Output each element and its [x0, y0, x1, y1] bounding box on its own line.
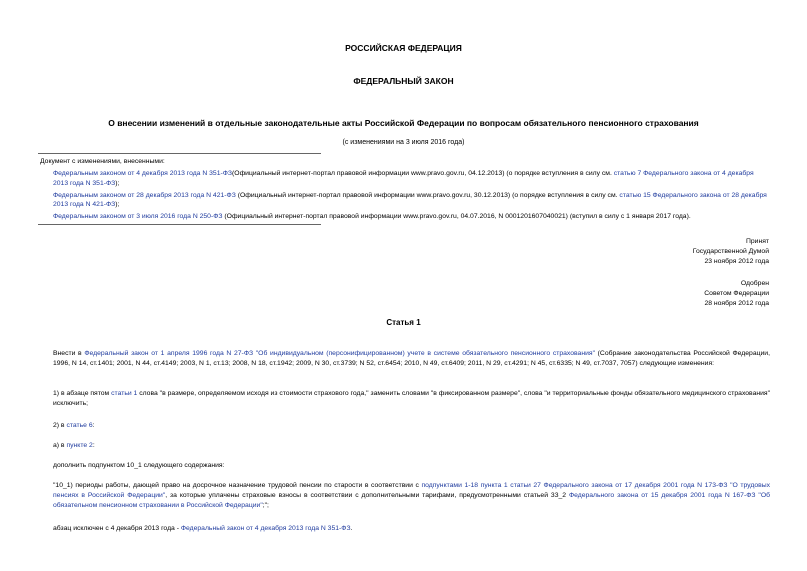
paragraph-text: ;";: [262, 502, 269, 509]
notes-top-divider: [38, 153, 321, 154]
paragraph-text: а) в: [53, 442, 67, 449]
entry-into-force-link[interactable]: статью 7 Федерального закона от 4 декабря 2013 года N 351-ФЗ: [53, 170, 754, 187]
article-paragraph-2: [40, 389, 770, 409]
notes-bottom-divider: [38, 224, 321, 225]
amendment-link[interactable]: Федеральным законом от 4 декабря 2013 года N 351-ФЗ: [53, 170, 233, 177]
edition-note: (с изменениями на 3 июля 2016 года): [342, 139, 465, 146]
paragraph-text: Внести в: [53, 350, 85, 357]
article-heading: Статья 1: [386, 318, 421, 327]
paragraph-text: "10_1) периоды работы, дающей право на досрочное назначение трудовой пенсии по старости в соответствии с: [53, 482, 422, 489]
note-tail: );: [115, 179, 120, 187]
article-link[interactable]: статье 6: [66, 422, 93, 429]
paragraph-text: слова "в размере, определяемом исходя из стоимости страхового года," заменить словами "в фиксированном размере", слова "и территориальные фонды обязательного медицинского страхования" исключить;: [53, 390, 771, 407]
note-text: (Официальный интернет-портал правовой информации www.pravo.gov.ru, 30.12.2013) (о порядке вступления в силу см.: [235, 191, 620, 199]
article-paragraph-1: [40, 349, 770, 369]
article-paragraph-5: [40, 461, 770, 471]
council-approval: [704, 279, 769, 309]
paragraph-text: :: [92, 422, 95, 429]
paragraph-text: , за которые уплачены страховые взносы в соответствии с дополнительными тарифами, предусмотренными статьей 33_2: [165, 492, 569, 499]
note-item: [40, 169, 770, 188]
article-link[interactable]: статьи 1: [111, 390, 138, 397]
paragraph-text: (Собрание законодательства Российской Федерации, 1996, N 14, ст.1401; 2001, N 44, ст.4149; 2003, N 1, ст.13; 2008, N 18, ст.1942; 2009, N 30, ст.3739; N 52, ст.6454; 2010, N 49, ст.6409; 2011, N 29, ст.4291; N 45, ст.6335; N 49, ст.7037, 7057) следующие изменения:: [53, 350, 770, 367]
paragraph-text: .: [350, 525, 353, 532]
note-item: [40, 191, 770, 210]
note-text: (Официальный интернет-портал правовой информации www.pravo.gov.ru, 04.12.2013) (о порядке вступления в силу см.: [232, 170, 614, 177]
note-text: (Официальный интернет-портал правовой информации www.pravo.gov.ru, 04.07.2016, N 0001201607040021) (вступил в силу с 1 января 2017 года).: [222, 213, 691, 220]
approval-line: Советом Федерации: [704, 290, 769, 297]
article-paragraph-4: [40, 441, 770, 451]
law-link[interactable]: подпунктами 1-18 пункта 1 статьи 27 Федерального закона от 17 декабря 2001 года N 173-ФЗ "О трудовых пенсиях в Российской Федерации": [53, 482, 770, 499]
article-paragraph-6: [40, 481, 770, 511]
acceptance-date: 23 ноября 2012 года: [704, 258, 769, 265]
document-title: О внесении изменений в отдельные законодательные акты Российской Федерации по вопросам обязательного пенсионного страхования: [108, 118, 699, 128]
paragraph-text: абзац исключен с 4 декабря 2013 года -: [53, 525, 181, 532]
law-link[interactable]: Федерального закона от 15 декабря 2001 года N 167-ФЗ "Об обязательном пенсионном страховании в Российской Федерации": [53, 492, 770, 509]
item-link[interactable]: пункте 2: [66, 442, 93, 449]
acceptance-line: Принят: [745, 238, 769, 245]
note-tail: );: [115, 201, 120, 208]
amendment-link[interactable]: Федеральным законом от 28 декабря 2013 года N 421-ФЗ: [53, 191, 236, 199]
amendment-link[interactable]: Федеральным законом от 3 июля 2016 года N 250-ФЗ: [53, 213, 223, 220]
doc-type-heading: ФЕДЕРАЛЬНЫЙ ЗАКОН: [353, 76, 454, 86]
paragraph-text: 1) в абзаце пятом: [53, 390, 112, 397]
article-paragraph-3: [40, 421, 770, 431]
article-paragraph-7: [40, 524, 770, 534]
note-item: [40, 212, 770, 222]
duma-acceptance: [693, 237, 769, 267]
notes-intro: Документ с изменениями, внесенными:: [40, 158, 165, 165]
country-heading: РОССИЙСКАЯ ФЕДЕРАЦИЯ: [345, 43, 462, 53]
law-link[interactable]: Федеральный закон от 4 декабря 2013 года N 351-ФЗ: [180, 525, 351, 532]
paragraph-text: :: [92, 442, 95, 449]
acceptance-line: Государственной Думой: [692, 248, 769, 255]
paragraph-text: дополнить подпунктом 10_1 следующего содержания:: [53, 462, 225, 469]
approval-line: Одобрен: [740, 280, 769, 287]
amendments-notes: [40, 157, 770, 224]
entry-into-force-link[interactable]: статью 15 Федерального закона от 28 декабря 2013 года N 421-ФЗ: [53, 191, 767, 208]
law-link[interactable]: Федеральный закон от 1 апреля 1996 года N 27-ФЗ "Об индивидуальном (персонифицированном) учете в системе обязательного пенсионного страхования": [84, 350, 595, 357]
paragraph-text: 2) в: [53, 422, 67, 429]
approval-date: 28 ноября 2012 года: [704, 300, 769, 307]
